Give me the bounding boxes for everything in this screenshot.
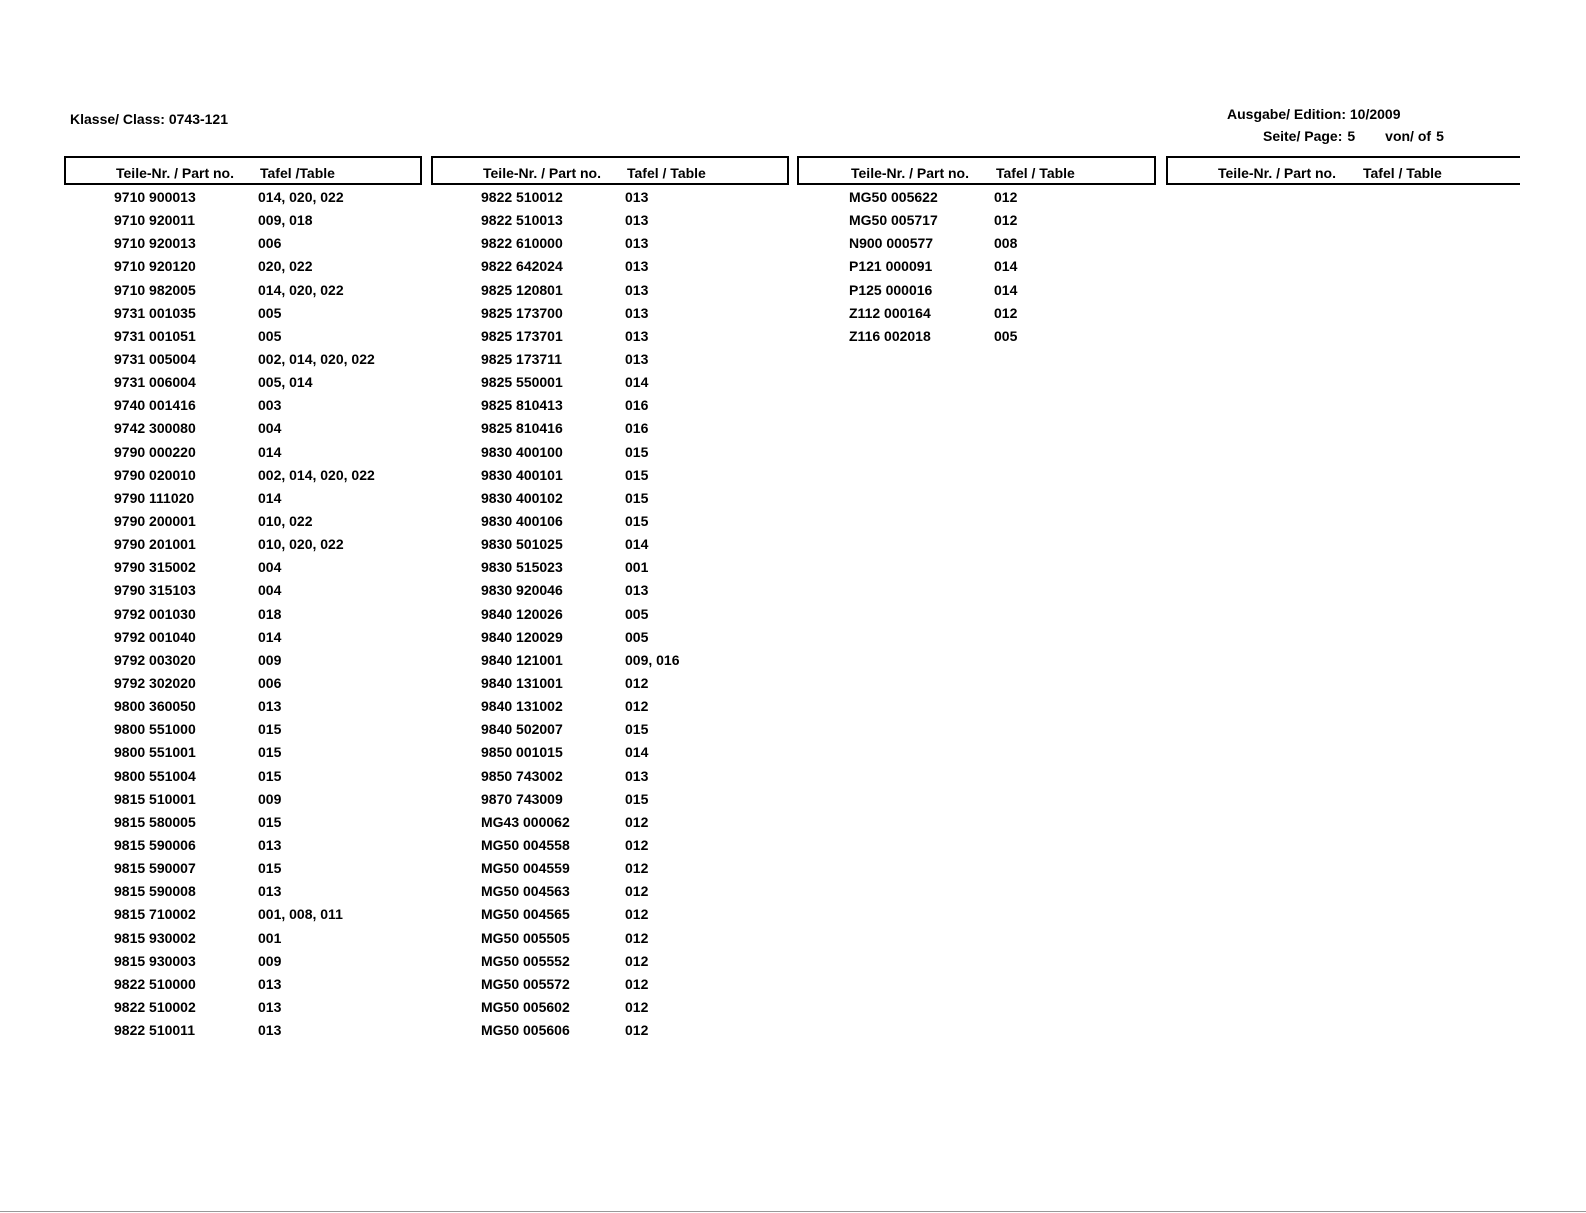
class-label: Klasse/ Class: 0743-121	[70, 111, 228, 127]
part-number: MG50 004565	[481, 906, 570, 923]
rows-container	[431, 185, 789, 1041]
table-ref: 020, 022	[258, 258, 313, 275]
table-row	[64, 717, 422, 740]
part-number: MG50 005622	[849, 189, 938, 205]
part-number: MG50 005602	[481, 998, 570, 1015]
table-ref: 004	[258, 420, 282, 437]
table-row	[64, 602, 422, 625]
table-row	[64, 879, 422, 902]
table-row	[431, 833, 789, 856]
table-row	[431, 648, 789, 671]
table-row	[64, 810, 422, 833]
table-row	[431, 324, 789, 347]
part-number: 9790 200001	[114, 512, 196, 529]
table-ref: 012	[625, 860, 649, 877]
page-total: 5	[1436, 128, 1444, 144]
table-row	[64, 347, 422, 370]
table-ref: 013	[625, 281, 649, 298]
table-ref: 014, 020, 022	[258, 189, 344, 205]
table-ref: 002, 014, 020, 022	[258, 350, 375, 367]
page-label: Seite/ Page:	[1263, 128, 1343, 144]
table-row	[64, 995, 422, 1018]
table-ref: 005	[625, 605, 649, 622]
table-row	[431, 486, 789, 509]
table-ref: 015	[625, 489, 649, 506]
table-ref: 013	[625, 235, 649, 252]
table-ref: 014, 020, 022	[258, 281, 344, 298]
table-ref: 001	[258, 929, 282, 946]
part-number: 9710 920011	[114, 212, 195, 229]
table-row	[431, 509, 789, 532]
table-ref: 013	[625, 189, 649, 205]
part-number: 9815 710002	[114, 906, 196, 923]
part-number: MG50 004563	[481, 883, 570, 900]
table-row	[431, 578, 789, 601]
part-number: 9790 111020	[114, 489, 195, 506]
part-number: 9825 550001	[481, 374, 563, 391]
table-row	[431, 602, 789, 625]
table-ref: 016	[625, 420, 649, 437]
part-number: N900 000577	[849, 235, 934, 252]
table-ref: 005, 014	[258, 374, 313, 391]
table-row	[64, 787, 422, 810]
table-row	[64, 972, 422, 995]
table-row	[797, 208, 1156, 231]
part-number: 9840 502007	[481, 721, 563, 738]
table-ref: 012	[625, 906, 649, 923]
table-ref: 013	[625, 327, 649, 344]
parts-column-3	[797, 156, 1156, 347]
part-number: 9825 810413	[481, 397, 563, 414]
part-number: 9822 510000	[114, 975, 196, 992]
table-ref: 016	[625, 397, 649, 414]
part-number: 9830 501025	[481, 536, 563, 553]
part-number: 9850 001015	[481, 744, 563, 761]
table-ref: 013	[625, 350, 649, 367]
table-row	[797, 324, 1156, 347]
table-row	[64, 532, 422, 555]
part-number: 9840 120029	[481, 628, 563, 645]
table-ref: 014	[625, 374, 649, 391]
column-header	[797, 156, 1156, 185]
page-number: 5	[1347, 128, 1356, 144]
parts-column-4	[1166, 156, 1520, 185]
part-number: MG50 004559	[481, 860, 570, 877]
part-number: 9850 743002	[481, 767, 563, 784]
part-number: 9840 131002	[481, 698, 563, 715]
table-ref: 015	[258, 767, 282, 784]
part-number: 9790 315002	[114, 559, 196, 576]
table-ref: 014	[994, 258, 1018, 275]
table-row	[64, 486, 422, 509]
table-ref: 005	[994, 327, 1018, 344]
part-number: 9830 400100	[481, 443, 563, 460]
table-ref: 012	[625, 1022, 649, 1039]
part-number: 9710 900013	[114, 189, 196, 205]
part-number: 9822 642024	[481, 258, 563, 275]
table-row	[431, 972, 789, 995]
part-number: Z116 002018	[849, 327, 931, 344]
table-row	[431, 254, 789, 277]
table-row	[64, 440, 422, 463]
part-number: P125 000016	[849, 281, 933, 298]
part-number: 9822 510013	[481, 212, 563, 229]
table-row	[64, 694, 422, 717]
part-no-header: Teile-Nr. / Part no.	[851, 165, 969, 181]
table-row	[64, 648, 422, 671]
part-number: 9830 515023	[481, 559, 563, 576]
part-number: 9710 982005	[114, 281, 196, 298]
table-row	[64, 1018, 422, 1041]
part-number: 9815 590007	[114, 860, 196, 877]
table-ref: 012	[625, 975, 649, 992]
table-row	[64, 370, 422, 393]
part-number: MG50 004558	[481, 836, 570, 853]
table-header: Tafel /Table	[260, 165, 335, 181]
part-number: 9792 003020	[114, 651, 196, 668]
part-number: MG43 000062	[481, 813, 570, 830]
part-number: 9710 920013	[114, 235, 196, 252]
table-header: Tafel / Table	[627, 165, 706, 181]
table-row	[797, 231, 1156, 254]
part-number: 9825 173700	[481, 304, 563, 321]
table-ref: 012	[625, 836, 649, 853]
part-number: Z112 000164	[849, 304, 931, 321]
table-row	[431, 787, 789, 810]
table-row	[797, 185, 1156, 208]
table-ref: 013	[258, 975, 282, 992]
table-row	[431, 440, 789, 463]
table-ref: 015	[625, 790, 649, 807]
part-number: 9822 510012	[481, 189, 563, 205]
table-row	[64, 740, 422, 763]
table-ref: 014	[258, 628, 282, 645]
table-ref: 018	[258, 605, 282, 622]
table-ref: 013	[258, 883, 282, 900]
table-row	[64, 902, 422, 925]
table-row	[431, 902, 789, 925]
table-ref: 013	[258, 698, 282, 715]
part-number: MG50 005606	[481, 1022, 570, 1039]
part-number: MG50 005505	[481, 929, 570, 946]
table-ref: 013	[258, 836, 282, 853]
table-row	[431, 370, 789, 393]
parts-column-1	[64, 156, 422, 1041]
table-ref: 015	[258, 813, 282, 830]
part-number: 9815 930002	[114, 929, 196, 946]
table-ref: 012	[625, 952, 649, 969]
table-ref: 009	[258, 651, 282, 668]
table-row	[64, 324, 422, 347]
column-header	[64, 156, 422, 185]
table-ref: 002, 014, 020, 022	[258, 466, 375, 483]
table-header: Tafel / Table	[1363, 165, 1442, 181]
part-number: 9731 005004	[114, 350, 196, 367]
table-ref: 015	[625, 466, 649, 483]
part-number: 9790 000220	[114, 443, 196, 460]
table-row	[431, 671, 789, 694]
table-ref: 014	[625, 744, 649, 761]
table-ref: 014	[994, 281, 1018, 298]
table-row	[431, 995, 789, 1018]
table-row	[431, 278, 789, 301]
page-bottom-rule	[0, 1211, 1586, 1212]
table-ref: 008	[994, 235, 1018, 252]
table-ref: 013	[258, 998, 282, 1015]
table-ref: 006	[258, 674, 282, 691]
table-row	[431, 532, 789, 555]
table-row	[64, 463, 422, 486]
table-row	[431, 764, 789, 787]
table-ref: 009	[258, 790, 282, 807]
table-ref: 013	[625, 582, 649, 599]
part-number: 9792 001040	[114, 628, 196, 645]
table-ref: 009, 018	[258, 212, 313, 229]
part-number: 9731 001051	[114, 327, 196, 344]
table-ref: 012	[994, 189, 1018, 205]
part-number: 9815 510001	[114, 790, 196, 807]
table-row	[431, 463, 789, 486]
table-ref: 015	[258, 860, 282, 877]
rows-container	[64, 185, 422, 1041]
of-label: von/ of	[1385, 128, 1432, 144]
part-number: 9830 400102	[481, 489, 563, 506]
table-ref: 012	[625, 674, 649, 691]
table-ref: 015	[625, 721, 649, 738]
table-ref: 015	[258, 744, 282, 761]
edition-label: Ausgabe/ Edition: 10/2009	[1227, 106, 1401, 122]
table-ref: 006	[258, 235, 282, 252]
table-ref: 012	[625, 813, 649, 830]
table-row	[431, 694, 789, 717]
table-ref: 013	[625, 767, 649, 784]
part-number: 9792 302020	[114, 674, 196, 691]
table-row	[64, 301, 422, 324]
part-number: 9790 201001	[114, 536, 196, 553]
table-ref: 001	[625, 559, 649, 576]
table-row	[64, 764, 422, 787]
table-ref: 012	[994, 304, 1018, 321]
table-ref: 012	[625, 883, 649, 900]
table-ref: 009	[258, 952, 282, 969]
part-number: 9742 300080	[114, 420, 196, 437]
table-ref: 012	[994, 212, 1018, 229]
part-number: 9815 580005	[114, 813, 196, 830]
part-number: 9731 001035	[114, 304, 196, 321]
table-row	[64, 393, 422, 416]
table-row	[431, 555, 789, 578]
part-number: 9792 001030	[114, 605, 196, 622]
part-number: 9790 315103	[114, 582, 196, 599]
part-number: 9870 743009	[481, 790, 563, 807]
table-ref: 001, 008, 011	[258, 906, 343, 923]
part-number: 9822 510002	[114, 998, 196, 1015]
table-ref: 014	[258, 443, 282, 460]
table-row	[431, 926, 789, 949]
part-number: 9800 551001	[114, 744, 196, 761]
part-number: MG50 005717	[849, 212, 938, 229]
part-number: P121 000091	[849, 258, 933, 275]
table-ref: 015	[625, 512, 649, 529]
part-number: 9825 120801	[481, 281, 563, 298]
table-row	[64, 555, 422, 578]
table-ref: 012	[625, 698, 649, 715]
table-row	[797, 301, 1156, 324]
table-row	[431, 856, 789, 879]
rows-container	[797, 185, 1156, 347]
table-ref: 003	[258, 397, 282, 414]
part-number: 9840 120026	[481, 605, 563, 622]
table-row	[64, 185, 422, 208]
table-row	[64, 856, 422, 879]
table-ref: 013	[625, 304, 649, 321]
part-number: 9825 173711	[481, 350, 562, 367]
table-ref: 015	[258, 721, 282, 738]
part-number: 9800 551000	[114, 721, 196, 738]
column-header	[1166, 156, 1520, 185]
part-number: 9830 920046	[481, 582, 563, 599]
part-number: 9830 400106	[481, 512, 563, 529]
table-ref: 005	[258, 304, 282, 321]
part-no-header: Teile-Nr. / Part no.	[1218, 165, 1336, 181]
table-row	[431, 1018, 789, 1041]
part-number: MG50 005552	[481, 952, 570, 969]
table-row	[431, 301, 789, 324]
part-number: 9800 360050	[114, 698, 196, 715]
part-number: 9830 400101	[481, 466, 563, 483]
table-row	[797, 278, 1156, 301]
table-row	[431, 949, 789, 972]
table-ref: 004	[258, 582, 282, 599]
table-row	[431, 625, 789, 648]
table-row	[431, 416, 789, 439]
table-row	[431, 231, 789, 254]
part-number: 9710 920120	[114, 258, 196, 275]
part-no-header: Teile-Nr. / Part no.	[116, 165, 234, 181]
part-number: 9822 510011	[114, 1022, 195, 1039]
table-row	[797, 254, 1156, 277]
part-number: 9840 121001	[481, 651, 563, 668]
table-ref: 010, 022	[258, 512, 313, 529]
table-row	[431, 740, 789, 763]
part-number: 9840 131001	[481, 674, 563, 691]
part-number: 9815 590008	[114, 883, 196, 900]
table-ref: 009, 016	[625, 651, 680, 668]
part-number: 9731 006004	[114, 374, 196, 391]
table-row	[431, 810, 789, 833]
parts-column-2	[431, 156, 789, 1041]
table-ref: 015	[625, 443, 649, 460]
table-ref: 014	[625, 536, 649, 553]
table-ref: 005	[258, 327, 282, 344]
part-number: MG50 005572	[481, 975, 570, 992]
part-number: 9740 001416	[114, 397, 196, 414]
table-ref: 005	[625, 628, 649, 645]
table-ref: 012	[625, 929, 649, 946]
table-row	[64, 416, 422, 439]
table-ref: 004	[258, 559, 282, 576]
table-row	[64, 625, 422, 648]
part-number: 9790 020010	[114, 466, 196, 483]
table-ref: 013	[625, 212, 649, 229]
table-row	[64, 671, 422, 694]
table-ref: 012	[625, 998, 649, 1015]
table-row	[431, 879, 789, 902]
page-info	[1263, 128, 1444, 144]
table-row	[64, 278, 422, 301]
part-number: 9825 173701	[481, 327, 563, 344]
table-row	[64, 949, 422, 972]
table-row	[431, 185, 789, 208]
part-number: 9825 810416	[481, 420, 563, 437]
part-number: 9800 551004	[114, 767, 196, 784]
table-row	[431, 393, 789, 416]
part-no-header: Teile-Nr. / Part no.	[483, 165, 601, 181]
table-row	[64, 231, 422, 254]
table-ref: 014	[258, 489, 282, 506]
table-row	[431, 347, 789, 370]
table-row	[431, 208, 789, 231]
column-header	[431, 156, 789, 185]
table-row	[64, 254, 422, 277]
table-ref: 010, 020, 022	[258, 536, 344, 553]
part-number: 9822 610000	[481, 235, 563, 252]
table-row	[64, 509, 422, 532]
table-ref: 013	[625, 258, 649, 275]
part-number: 9815 930003	[114, 952, 196, 969]
table-row	[64, 833, 422, 856]
table-row	[64, 208, 422, 231]
table-ref: 013	[258, 1022, 282, 1039]
part-number: 9815 590006	[114, 836, 196, 853]
table-header: Tafel / Table	[996, 165, 1075, 181]
table-row	[64, 926, 422, 949]
table-row	[431, 717, 789, 740]
table-row	[64, 578, 422, 601]
